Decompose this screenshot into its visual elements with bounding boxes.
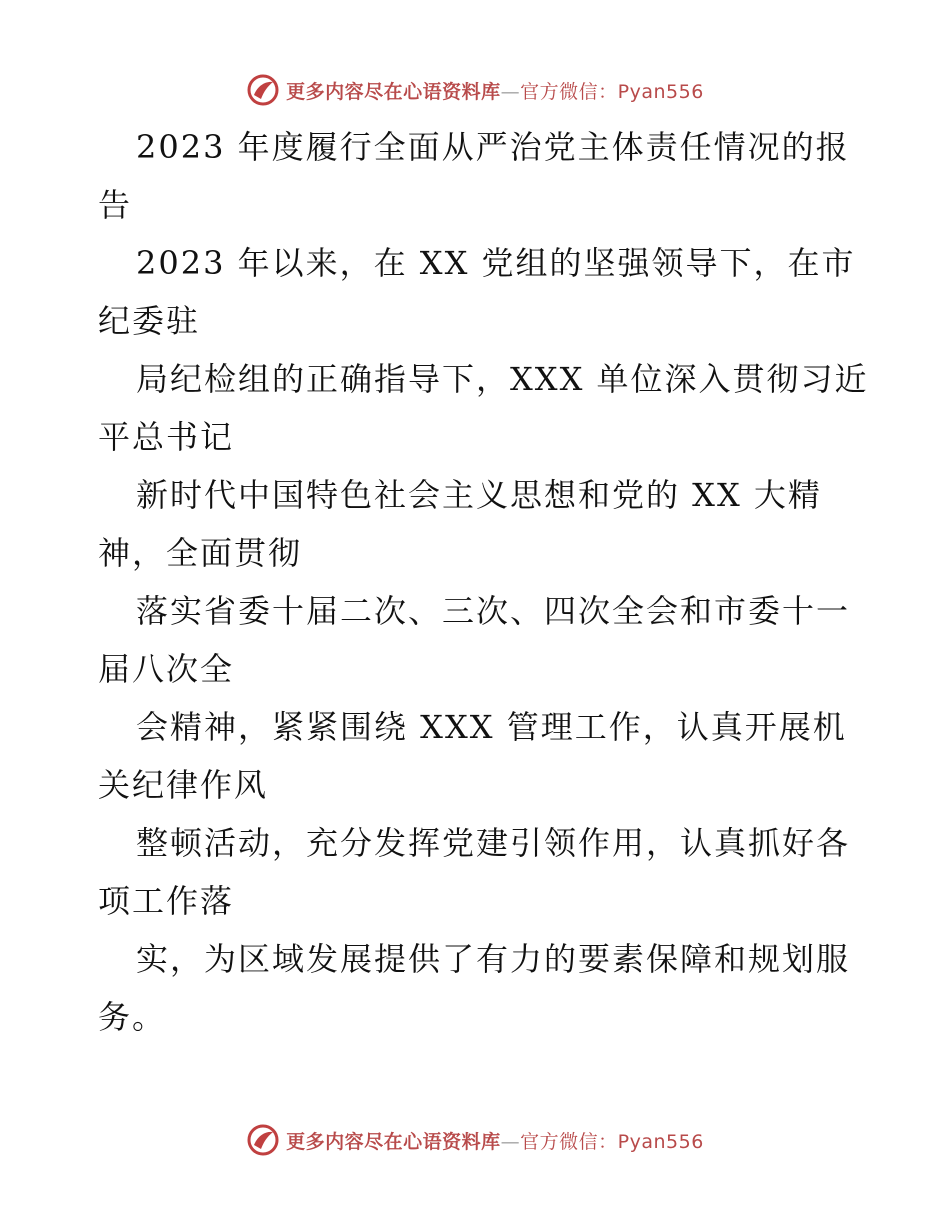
- watermark-contact-text: 官方微信：Pyan556: [520, 80, 704, 103]
- watermark-contact-text: 官方微信：Pyan556: [520, 1130, 704, 1153]
- text-line: 落实省委十届二次、三次、四次全会和市委十一: [136, 592, 851, 630]
- watermark-main-text: 更多内容尽在心语资料库: [286, 80, 501, 103]
- text-line: 神，全面贯彻: [98, 534, 303, 572]
- text-line: 项工作落: [98, 882, 235, 920]
- header-watermark: [0, 70, 950, 110]
- text-line: 新时代中国特色社会主义思想和党的 XX 大精: [136, 476, 822, 514]
- text-line: 整顿活动，充分发挥党建引领作用，认真抓好各: [136, 824, 851, 862]
- footer-watermark: [0, 1120, 950, 1160]
- text-line: 关纪律作风: [98, 766, 269, 804]
- watermark-separator: —: [500, 1130, 521, 1153]
- watermark-text: [286, 77, 704, 104]
- text-line: 纪委驻: [98, 302, 201, 340]
- text-line: 告: [98, 186, 133, 224]
- watermark-separator: —: [500, 80, 521, 103]
- document-body: [98, 118, 869, 1046]
- text-line: 2023 年以来，在 XX 党组的坚强领导下，在市: [136, 244, 856, 282]
- text-line: 平总书记: [98, 418, 235, 456]
- text-line: 会精神，紧紧围绕 XXX 管理工作，认真开展机: [136, 708, 847, 746]
- text-line: 务。: [98, 998, 167, 1036]
- watermark-main-text: 更多内容尽在心语资料库: [286, 1130, 501, 1153]
- text-line: 实，为区域发展提供了有力的要素保障和规划服: [136, 940, 851, 978]
- calligraphy-brush-logo-icon: [246, 73, 280, 107]
- watermark-text: [286, 1127, 704, 1154]
- text-line: 届八次全: [98, 650, 235, 688]
- text-line: 局纪检组的正确指导下，XXX 单位深入贯彻习近: [136, 360, 869, 398]
- calligraphy-brush-logo-icon: [246, 1123, 280, 1157]
- text-line: 2023 年度履行全面从严治党主体责任情况的报: [136, 128, 850, 166]
